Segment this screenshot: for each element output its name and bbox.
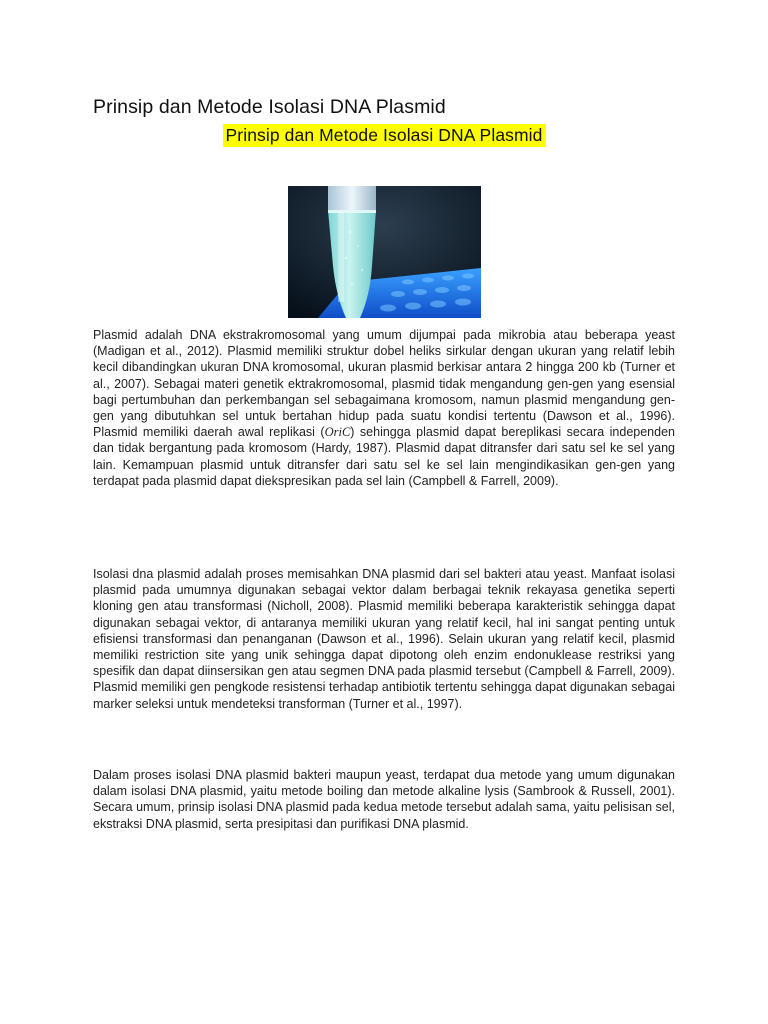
tube-photo-illustration	[288, 186, 481, 318]
paragraph-2: Isolasi dna plasmid adalah proses memisahkan DNA plasmid dari sel bakteri atau yeast. Manfaat isolasi plasmid pada umumnya digunakan sebagai vektor dalam berbagai teknik rekayasa genetika seperti kloning gen atau transformasi (Nicholl, 2008). Plasmid memiliki beberapa karakteristik sehingga dapat digunakan sebagai vektor, di antaranya memiliki ukuran yang relatif kecil, hal ini sangat penting untuk efisiensi transformasi dan penanganan (Dawson et al., 1996). Selain ukuran yang relatif kecil, plasmid memiliki restriction site yang unik sehingga dapat dipotong oleh enzim endonuklease restriksi yang spesifik dan dapat diinsersikan gen atau segmen DNA pada plasmid tersebut (Campbell & Farrell, 2009). Plasmid memiliki gen pengkode resistensi terhadap antibiotik tertentu sehingga dapat digunakan sebagai marker seleksi untuk mendeteksi transforman (Turner et al., 1997).	[93, 567, 675, 711]
page-title: Prinsip dan Metode Isolasi DNA Plasmid	[93, 96, 446, 118]
highlighted-title: Prinsip dan Metode Isolasi DNA Plasmid	[223, 124, 546, 147]
highlighted-title-row	[0, 124, 768, 147]
oric-term: OriC	[324, 425, 351, 440]
paragraph-1-part2: ) sehingga plasmid dapat bereplikasi secara independen dan tidak bergantung pada kromosom (Hardy, 1987). Plasmid dapat ditransfer dari satu sel ke sel yang lain. Kemampuan plasmid untuk ditransfer dari satu sel ke sel lain mengindikasikan gen-gen yang terdapat pada plasmid dapat diekspresikan pada sel lain (Campbell & Farrell, 2009).	[93, 425, 675, 488]
paragraph-1	[93, 327, 675, 489]
paragraph-3: Dalam proses isolasi DNA plasmid bakteri maupun yeast, terdapat dua metode yang umum digunakan dalam isolasi DNA plasmid, yaitu metode boiling dan metode alkaline lysis (Sambrook & Russell, 2001). Secara umum, prinsip isolasi DNA plasmid pada kedua metode tersebut adalah sama, yaitu pelisisan sel, ekstraksi DNA plasmid, serta presipitasi dan purifikasi DNA plasmid.	[93, 768, 675, 831]
tube-photo	[288, 186, 481, 318]
paragraph-1-part1: Plasmid adalah DNA ekstrakromosomal yang umum dijumpai pada mikrobia atau beberapa yeast (Madigan et al., 2012). Plasmid memiliki struktur dobel heliks sirkular dengan ukuran yang relatif lebih kecil dibandingkan ukuran DNA kromosomal, ukuran plasmid berkisar antara 2 hingga 200 kb (Turner et al., 2007). Sebagai materi genetik ektrakromosomal, plasmid tidak mengandung gen-gen yang esensial bagi pertumbuhan dan perkembangan sel sebagaimana kromosom, namun plasmid mengandung gen-gen yang dibutuhkan sel untuk bertahan hidup pada suatu kondisi tertentu (Dawson et al., 1996). Plasmid memiliki daerah awal replikasi (	[93, 328, 675, 440]
